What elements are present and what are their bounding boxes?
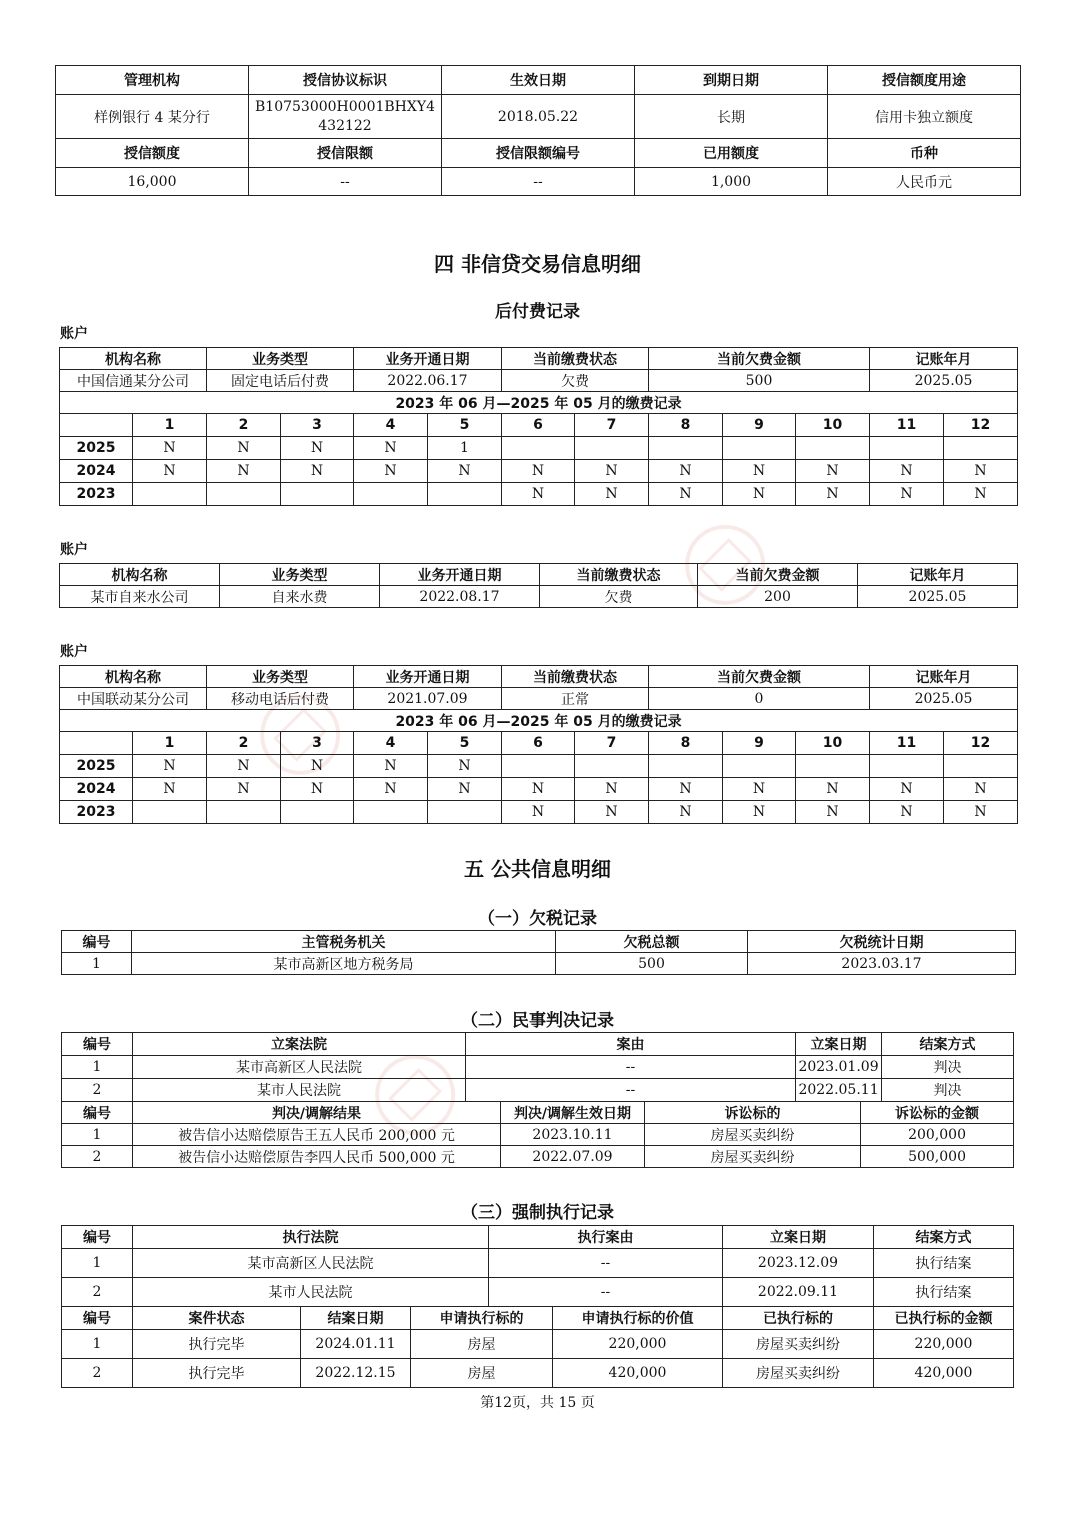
header-management-org: 管理机构 xyxy=(56,66,249,95)
cell-open-date: 2021.07.09 xyxy=(354,688,502,710)
cell-closing-method: 判决 xyxy=(882,1079,1014,1102)
table-row xyxy=(62,1249,1014,1278)
payment-status-cell: N xyxy=(649,460,723,483)
account-label: 账户 xyxy=(60,542,88,558)
header-org-name: 机构名称 xyxy=(60,348,207,370)
page-footer: 第12页，共 15 页 xyxy=(480,1395,595,1411)
header-payment-status: 当前缴费状态 xyxy=(502,666,649,688)
payment-status-cell xyxy=(575,755,649,778)
header-effective-date: 生效日期 xyxy=(442,66,635,95)
payment-history-title: 2023 年 06 月—2025 年 05 月的缴费记录 xyxy=(60,710,1018,732)
payment-status-cell: N xyxy=(870,801,944,824)
table-row xyxy=(62,1079,1014,1102)
payment-history-row xyxy=(60,755,1018,778)
year-corner xyxy=(60,414,133,437)
header-cause: 案由 xyxy=(466,1033,796,1056)
cell-tax-date: 2023.03.17 xyxy=(748,953,1016,975)
payment-status-cell: N xyxy=(649,483,723,506)
month-header: 12 xyxy=(944,414,1018,437)
payment-status-cell: N xyxy=(281,437,354,460)
payment-status-cell: N xyxy=(281,755,354,778)
month-header: 4 xyxy=(354,414,428,437)
header-billing-month: 记账年月 xyxy=(870,348,1018,370)
month-header: 9 xyxy=(723,414,796,437)
cell-executed-amount: 220,000 xyxy=(874,1330,1014,1359)
header-filing-date: 立案日期 xyxy=(796,1033,882,1056)
cell-enforce-cause: -- xyxy=(489,1249,723,1278)
cell-credit-limit: -- xyxy=(249,168,442,196)
payment-history-row xyxy=(60,437,1018,460)
section-4-subtitle: 后付费记录 xyxy=(495,302,580,322)
cell-judgment-date: 2022.07.09 xyxy=(501,1146,645,1168)
cell-tax-authority: 某市高新区地方税务局 xyxy=(132,953,556,975)
cell-enforce-court: 某市高新区人民法院 xyxy=(133,1249,489,1278)
payment-status-cell: 1 xyxy=(428,437,502,460)
year-label: 2023 xyxy=(60,801,133,824)
month-header-row xyxy=(60,732,1018,755)
payment-status-cell: N xyxy=(944,483,1018,506)
section-5-title: 五 公共信息明细 xyxy=(464,857,611,881)
header-used-amount: 已用额度 xyxy=(635,139,828,168)
header-business-type: 业务类型 xyxy=(207,666,354,688)
header-executed-object: 已执行标的 xyxy=(723,1307,874,1330)
month-header: 8 xyxy=(649,732,723,755)
header-judgment-result: 判决/调解结果 xyxy=(133,1102,501,1124)
payment-status-cell: N xyxy=(207,437,281,460)
cell-business-type: 自来水费 xyxy=(220,586,380,608)
year-label: 2025 xyxy=(60,755,133,778)
month-header: 1 xyxy=(133,732,207,755)
payment-status-cell xyxy=(281,801,354,824)
payment-status-cell: N xyxy=(207,460,281,483)
payment-status-cell xyxy=(649,755,723,778)
payment-status-cell: N xyxy=(281,778,354,801)
cell-number: 1 xyxy=(62,1330,133,1359)
month-header: 3 xyxy=(281,732,354,755)
cell-court: 某市人民法院 xyxy=(133,1079,466,1102)
payment-status-cell: N xyxy=(649,778,723,801)
section-4-title: 四 非信贷交易信息明细 xyxy=(434,252,641,276)
month-header: 8 xyxy=(649,414,723,437)
payment-status-cell: N xyxy=(870,483,944,506)
cell-management-org: 样例银行 4 某分行 xyxy=(56,95,249,139)
month-header-row xyxy=(60,414,1018,437)
payment-status-cell: N xyxy=(428,755,502,778)
payment-history-row xyxy=(60,460,1018,483)
header-expiry-date: 到期日期 xyxy=(635,66,828,95)
cell-judgment-result: 被告信小达赔偿原告王五人民币 200,000 元 xyxy=(133,1124,501,1146)
payment-status-cell xyxy=(944,755,1018,778)
header-org-name: 机构名称 xyxy=(60,666,207,688)
month-header: 3 xyxy=(281,414,354,437)
cell-enforce-cause: -- xyxy=(489,1278,723,1307)
cell-arrears-amount: 0 xyxy=(649,688,870,710)
header-agreement-id: 授信协议标识 xyxy=(249,66,442,95)
header-litigation-object: 诉讼标的 xyxy=(645,1102,861,1124)
month-header: 6 xyxy=(502,732,575,755)
payment-status-cell: N xyxy=(428,778,502,801)
cell-filing-date: 2022.09.11 xyxy=(723,1278,874,1307)
cell-number: 1 xyxy=(62,953,132,975)
header-arrears-amount: 当前欠费金额 xyxy=(649,348,870,370)
year-label: 2024 xyxy=(60,778,133,801)
header-number: 编号 xyxy=(62,1102,133,1124)
payment-status-cell: N xyxy=(133,437,207,460)
cell-payment-status: 正常 xyxy=(502,688,649,710)
payment-status-cell xyxy=(649,437,723,460)
month-header: 11 xyxy=(870,732,944,755)
cell-expiry-date: 长期 xyxy=(635,95,828,139)
cell-executed-object: 房屋买卖纠纷 xyxy=(723,1359,874,1388)
payment-status-cell: N xyxy=(870,460,944,483)
payment-status-cell: N xyxy=(944,460,1018,483)
cell-litigation-amount: 500,000 xyxy=(861,1146,1014,1168)
cell-judgment-date: 2023.10.11 xyxy=(501,1124,645,1146)
cell-business-type: 固定电话后付费 xyxy=(207,370,354,392)
payment-status-cell xyxy=(207,483,281,506)
table-row xyxy=(62,1124,1014,1146)
cell-closing-method: 执行结案 xyxy=(874,1249,1014,1278)
payment-status-cell: N xyxy=(796,460,870,483)
cell-apply-value: 420,000 xyxy=(553,1359,723,1388)
cell-number: 1 xyxy=(62,1124,133,1146)
cell-apply-object: 房屋 xyxy=(411,1330,553,1359)
cell-number: 1 xyxy=(62,1056,133,1079)
payment-status-cell xyxy=(796,755,870,778)
account-label: 账户 xyxy=(60,644,88,660)
payment-status-cell: N xyxy=(796,778,870,801)
payment-status-cell xyxy=(502,755,575,778)
payment-status-cell: N xyxy=(649,801,723,824)
payment-status-cell: N xyxy=(354,460,428,483)
header-number: 编号 xyxy=(62,1307,133,1330)
payment-history-title: 2023 年 06 月—2025 年 05 月的缴费记录 xyxy=(60,392,1018,414)
cell-cause: -- xyxy=(466,1056,796,1079)
header-billing-month: 记账年月 xyxy=(870,666,1018,688)
table-row xyxy=(62,1330,1014,1359)
year-label: 2023 xyxy=(60,483,133,506)
header-number: 编号 xyxy=(62,931,132,953)
payment-status-cell xyxy=(944,437,1018,460)
payment-status-cell xyxy=(870,437,944,460)
payment-status-cell: N xyxy=(133,755,207,778)
header-court: 立案法院 xyxy=(133,1033,466,1056)
payment-status-cell: N xyxy=(723,483,796,506)
month-header: 10 xyxy=(796,732,870,755)
account-label: 账户 xyxy=(60,326,88,342)
payment-status-cell xyxy=(723,755,796,778)
cell-cause: -- xyxy=(466,1079,796,1102)
cell-org-name: 中国联动某分公司 xyxy=(60,688,207,710)
cell-agreement-id: B10753000H0001BHXY4432122 xyxy=(249,95,442,139)
header-credit-limit: 授信限额 xyxy=(249,139,442,168)
payment-status-cell xyxy=(281,483,354,506)
cell-open-date: 2022.08.17 xyxy=(380,586,540,608)
table-row xyxy=(62,1278,1014,1307)
civil-judgment-title: （二）民事判决记录 xyxy=(461,1011,614,1031)
header-case-status: 案件状态 xyxy=(133,1307,301,1330)
cell-business-type: 移动电话后付费 xyxy=(207,688,354,710)
table-row xyxy=(62,953,1016,975)
header-credit-amount: 授信额度 xyxy=(56,139,249,168)
cell-arrears-amount: 200 xyxy=(698,586,858,608)
payment-status-cell: N xyxy=(944,778,1018,801)
payment-status-cell xyxy=(354,801,428,824)
header-business-type: 业务类型 xyxy=(220,564,380,586)
cell-payment-status: 欠费 xyxy=(540,586,698,608)
payment-status-cell: N xyxy=(575,801,649,824)
payment-history-row xyxy=(60,778,1018,801)
cell-case-status: 执行完毕 xyxy=(133,1359,301,1388)
payment-status-cell xyxy=(428,483,502,506)
cell-litigation-object: 房屋买卖纠纷 xyxy=(645,1146,861,1168)
cell-filing-date: 2022.05.11 xyxy=(796,1079,882,1102)
payment-status-cell: N xyxy=(723,801,796,824)
header-open-date: 业务开通日期 xyxy=(354,666,502,688)
payment-status-cell xyxy=(207,801,281,824)
cell-credit-limit-id: -- xyxy=(442,168,635,196)
payment-history-row xyxy=(60,483,1018,506)
payment-status-cell: N xyxy=(354,778,428,801)
cell-number: 2 xyxy=(62,1278,133,1307)
payment-status-cell: N xyxy=(796,801,870,824)
header-number: 编号 xyxy=(62,1033,133,1056)
payment-status-cell: N xyxy=(133,460,207,483)
cell-open-date: 2022.06.17 xyxy=(354,370,502,392)
year-label: 2025 xyxy=(60,437,133,460)
header-business-type: 业务类型 xyxy=(207,348,354,370)
cell-executed-amount: 420,000 xyxy=(874,1359,1014,1388)
cell-case-status: 执行完毕 xyxy=(133,1330,301,1359)
payment-status-cell xyxy=(723,437,796,460)
table-row xyxy=(62,1359,1014,1388)
cell-currency: 人民币元 xyxy=(828,168,1021,196)
header-credit-purpose: 授信额度用途 xyxy=(828,66,1021,95)
header-open-date: 业务开通日期 xyxy=(380,564,540,586)
payment-status-cell xyxy=(575,437,649,460)
account-table-3 xyxy=(59,665,1018,824)
tax-record-table xyxy=(61,930,1016,975)
cell-closing-date: 2022.12.15 xyxy=(301,1359,411,1388)
payment-status-cell xyxy=(133,801,207,824)
header-judgment-date: 判决/调解生效日期 xyxy=(501,1102,645,1124)
header-apply-value: 申请执行标的价值 xyxy=(553,1307,723,1330)
cell-filing-date: 2023.12.09 xyxy=(723,1249,874,1278)
cell-number: 2 xyxy=(62,1359,133,1388)
header-arrears-amount: 当前欠费金额 xyxy=(698,564,858,586)
payment-status-cell: N xyxy=(502,483,575,506)
month-header: 7 xyxy=(575,732,649,755)
cell-enforce-court: 某市人民法院 xyxy=(133,1278,489,1307)
payment-status-cell xyxy=(428,801,502,824)
month-header: 10 xyxy=(796,414,870,437)
cell-closing-method: 执行结案 xyxy=(874,1278,1014,1307)
payment-history-row xyxy=(60,801,1018,824)
cell-tax-total: 500 xyxy=(556,953,748,975)
header-payment-status: 当前缴费状态 xyxy=(502,348,649,370)
cell-filing-date: 2023.01.09 xyxy=(796,1056,882,1079)
payment-status-cell: N xyxy=(354,755,428,778)
month-header: 12 xyxy=(944,732,1018,755)
header-filing-date: 立案日期 xyxy=(723,1226,874,1249)
cell-payment-status: 欠费 xyxy=(502,370,649,392)
header-closing-method: 结案方式 xyxy=(882,1033,1014,1056)
cell-credit-purpose: 信用卡独立额度 xyxy=(828,95,1021,139)
header-open-date: 业务开通日期 xyxy=(354,348,502,370)
payment-status-cell xyxy=(502,437,575,460)
table-row xyxy=(62,1056,1014,1079)
payment-status-cell: N xyxy=(354,437,428,460)
civil-judgment-table xyxy=(61,1032,1014,1168)
month-header: 7 xyxy=(575,414,649,437)
payment-status-cell: N xyxy=(428,460,502,483)
header-apply-object: 申请执行标的 xyxy=(411,1307,553,1330)
year-label: 2024 xyxy=(60,460,133,483)
payment-status-cell: N xyxy=(502,778,575,801)
month-header: 2 xyxy=(207,414,281,437)
payment-status-cell xyxy=(870,755,944,778)
payment-status-cell: N xyxy=(870,778,944,801)
payment-status-cell: N xyxy=(502,460,575,483)
header-enforce-cause: 执行案由 xyxy=(489,1226,723,1249)
payment-status-cell: N xyxy=(723,778,796,801)
month-header: 2 xyxy=(207,732,281,755)
header-closing-method: 结案方式 xyxy=(874,1226,1014,1249)
header-tax-total: 欠税总额 xyxy=(556,931,748,953)
payment-status-cell xyxy=(796,437,870,460)
payment-status-cell: N xyxy=(575,460,649,483)
cell-org-name: 某市自来水公司 xyxy=(60,586,220,608)
cell-number: 1 xyxy=(62,1249,133,1278)
payment-status-cell xyxy=(133,483,207,506)
enforcement-table xyxy=(61,1225,1014,1388)
cell-litigation-amount: 200,000 xyxy=(861,1124,1014,1146)
header-closing-date: 结案日期 xyxy=(301,1307,411,1330)
header-arrears-amount: 当前欠费金额 xyxy=(649,666,870,688)
month-header: 5 xyxy=(428,414,502,437)
header-tax-date: 欠税统计日期 xyxy=(748,931,1016,953)
month-header: 4 xyxy=(354,732,428,755)
header-payment-status: 当前缴费状态 xyxy=(540,564,698,586)
month-header: 6 xyxy=(502,414,575,437)
payment-status-cell: N xyxy=(575,778,649,801)
month-header: 11 xyxy=(870,414,944,437)
payment-status-cell: N xyxy=(575,483,649,506)
cell-apply-object: 房屋 xyxy=(411,1359,553,1388)
cell-arrears-amount: 500 xyxy=(649,370,870,392)
enforcement-title: （三）强制执行记录 xyxy=(461,1203,614,1223)
account-table-2 xyxy=(59,563,1018,608)
cell-billing-month: 2025.05 xyxy=(870,688,1018,710)
header-tax-authority: 主管税务机关 xyxy=(132,931,556,953)
month-header: 1 xyxy=(133,414,207,437)
cell-billing-month: 2025.05 xyxy=(858,586,1018,608)
cell-credit-amount: 16,000 xyxy=(56,168,249,196)
credit-limit-table xyxy=(55,65,1021,196)
cell-closing-method: 判决 xyxy=(882,1056,1014,1079)
header-billing-month: 记账年月 xyxy=(858,564,1018,586)
cell-executed-object: 房屋买卖纠纷 xyxy=(723,1330,874,1359)
header-executed-amount: 已执行标的金额 xyxy=(874,1307,1014,1330)
payment-status-cell xyxy=(354,483,428,506)
header-number: 编号 xyxy=(62,1226,133,1249)
payment-status-cell: N xyxy=(796,483,870,506)
month-header: 5 xyxy=(428,732,502,755)
cell-apply-value: 220,000 xyxy=(553,1330,723,1359)
year-corner xyxy=(60,732,133,755)
month-header: 9 xyxy=(723,732,796,755)
tax-record-title: （一）欠税记录 xyxy=(478,909,597,929)
table-row xyxy=(62,1146,1014,1168)
cell-number: 2 xyxy=(62,1146,133,1168)
account-table-1 xyxy=(59,347,1018,506)
header-currency: 币种 xyxy=(828,139,1021,168)
cell-judgment-result: 被告信小达赔偿原告李四人民币 500,000 元 xyxy=(133,1146,501,1168)
payment-status-cell: N xyxy=(207,778,281,801)
payment-status-cell: N xyxy=(281,460,354,483)
cell-effective-date: 2018.05.22 xyxy=(442,95,635,139)
payment-status-cell: N xyxy=(502,801,575,824)
cell-billing-month: 2025.05 xyxy=(870,370,1018,392)
header-enforce-court: 执行法院 xyxy=(133,1226,489,1249)
cell-closing-date: 2024.01.11 xyxy=(301,1330,411,1359)
cell-used-amount: 1,000 xyxy=(635,168,828,196)
cell-court: 某市高新区人民法院 xyxy=(133,1056,466,1079)
cell-number: 2 xyxy=(62,1079,133,1102)
payment-status-cell: N xyxy=(723,460,796,483)
header-org-name: 机构名称 xyxy=(60,564,220,586)
header-litigation-amount: 诉讼标的金额 xyxy=(861,1102,1014,1124)
header-credit-limit-id: 授信限额编号 xyxy=(442,139,635,168)
cell-org-name: 中国信通某分公司 xyxy=(60,370,207,392)
payment-status-cell: N xyxy=(944,801,1018,824)
payment-status-cell: N xyxy=(133,778,207,801)
cell-litigation-object: 房屋买卖纠纷 xyxy=(645,1124,861,1146)
payment-status-cell: N xyxy=(207,755,281,778)
